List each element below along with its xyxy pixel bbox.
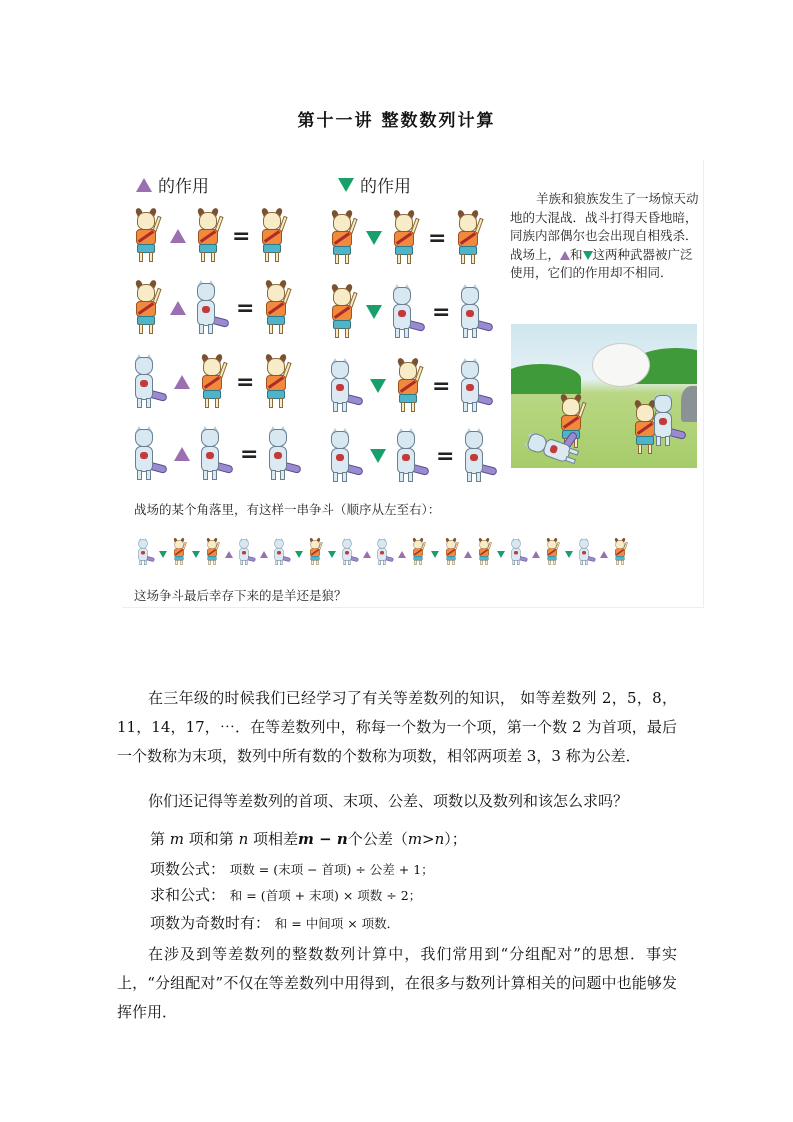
question-paragraph bbox=[117, 787, 677, 816]
up-triangle-icon bbox=[398, 551, 406, 558]
story-text bbox=[510, 190, 700, 283]
wolf-icon bbox=[509, 538, 528, 566]
equals-sign: = bbox=[432, 373, 451, 399]
goat-icon bbox=[476, 538, 493, 566]
wolf-icon bbox=[237, 538, 256, 566]
wolf-icon bbox=[326, 428, 364, 484]
down-rule-goat-goat bbox=[326, 206, 486, 270]
down-triangle-heading-text: 的作用 bbox=[360, 177, 411, 197]
goat-icon bbox=[130, 208, 164, 264]
wolf-icon bbox=[136, 538, 155, 566]
goat-icon bbox=[260, 354, 294, 410]
up-triangle-icon bbox=[225, 551, 233, 558]
down-rule-goat-wolf bbox=[326, 280, 494, 344]
equals-sign: = bbox=[240, 441, 259, 467]
paragraph-1: 在三年级的时候我们已经学习了有关等差数列的知识， 如等差数列 2，5，8，11，14，17，⋯．在等差数列中，称每一个数为一个项，第一个数 2 为首项，最后一个数称为末项，数列中所有数的个数称为项数，相邻两项差 3，3 称为公差． bbox=[117, 689, 677, 765]
count-formula bbox=[150, 858, 434, 879]
page-title: 第十一讲 整数数列计算 bbox=[297, 111, 496, 131]
wolf-icon bbox=[192, 280, 230, 336]
goat-icon bbox=[443, 538, 460, 566]
down-triangle-icon bbox=[328, 551, 336, 558]
var-n: n bbox=[238, 830, 249, 848]
down-triangle-icon bbox=[295, 551, 303, 558]
goat-icon bbox=[392, 358, 426, 414]
rule-text: 项相差 bbox=[248, 830, 299, 848]
down-triangle-icon bbox=[370, 449, 386, 463]
up-rule-goat-wolf bbox=[130, 276, 294, 340]
down-triangle-icon bbox=[565, 551, 573, 558]
intro-paragraph bbox=[117, 684, 677, 771]
goat-icon bbox=[388, 210, 422, 266]
up-triangle-icon bbox=[560, 251, 570, 260]
down-triangle-icon bbox=[366, 231, 382, 245]
wolf-icon bbox=[340, 538, 359, 566]
wolf-icon bbox=[649, 392, 687, 448]
wolf-icon bbox=[272, 538, 291, 566]
up-triangle-icon bbox=[174, 447, 190, 461]
formula-label: 求和公式： bbox=[150, 886, 226, 904]
goat-icon bbox=[326, 210, 360, 266]
goat-icon bbox=[260, 280, 294, 336]
goat-icon bbox=[192, 208, 226, 264]
illustration-panel bbox=[122, 160, 704, 608]
down-triangle-icon bbox=[583, 251, 593, 260]
story-line-1: 羊族和狼族发生了一场惊天动地的大混战．战斗打得天昏地暗，同族内部偶尔也会出现自相残杀．战场上， bbox=[510, 191, 699, 262]
goat-icon bbox=[410, 538, 427, 566]
formula-label: 项数公式： bbox=[150, 860, 226, 878]
up-triangle-icon bbox=[136, 178, 152, 192]
rule-condition: m>n bbox=[407, 830, 445, 848]
question-text: 这场争斗最后幸存下来的是羊还是狼？ bbox=[134, 588, 347, 603]
wolf-icon bbox=[577, 538, 596, 566]
formula-expr: 项数 = (末项 − 首项) ÷ 公差 + 1； bbox=[229, 862, 434, 877]
up-triangle-icon bbox=[464, 551, 472, 558]
formula-expr: 和 = (首项 + 末项) × 项数 ÷ 2； bbox=[229, 888, 422, 903]
up-triangle-heading bbox=[136, 172, 209, 197]
up-triangle-icon bbox=[600, 551, 608, 558]
wolf-icon bbox=[130, 354, 168, 410]
up-triangle-icon bbox=[532, 551, 540, 558]
up-rule-wolf-goat bbox=[130, 350, 294, 414]
odd-count-formula bbox=[150, 912, 399, 933]
wolf-icon bbox=[130, 426, 168, 482]
up-rule-goat-goat bbox=[130, 204, 290, 268]
equals-sign: = bbox=[436, 443, 455, 469]
wolf-icon bbox=[456, 284, 494, 340]
goat-icon bbox=[204, 538, 221, 566]
formula-label: 项数为奇数时有： bbox=[150, 914, 271, 932]
down-triangle-icon bbox=[370, 379, 386, 393]
up-triangle-icon bbox=[170, 229, 186, 243]
wolf-icon bbox=[264, 426, 302, 482]
pairing-paragraph bbox=[117, 940, 677, 1027]
equals-sign: = bbox=[432, 299, 451, 325]
equals-sign: = bbox=[428, 225, 447, 251]
equals-sign: = bbox=[236, 369, 255, 395]
goat-icon bbox=[130, 280, 164, 336]
wolf-icon bbox=[392, 428, 430, 484]
goat-icon bbox=[452, 210, 486, 266]
wolf-icon bbox=[196, 426, 234, 482]
paragraph-3: 在涉及到等差数列的整数数列计算中，我们常用到“分组配对”的思想．事实上，“分组配对”不仅在等差数列中用得到，在很多与数列计算相关的问题中也能够发挥作用． bbox=[117, 945, 677, 1021]
goat-icon bbox=[544, 538, 561, 566]
wolf-icon bbox=[456, 358, 494, 414]
up-triangle-icon bbox=[260, 551, 268, 558]
wolf-icon bbox=[460, 428, 498, 484]
rule-expr: m − n bbox=[298, 830, 348, 848]
up-triangle-heading-text: 的作用 bbox=[158, 177, 209, 197]
down-rule-wolf-goat bbox=[326, 354, 494, 418]
goat-icon bbox=[612, 538, 629, 566]
equals-sign: = bbox=[232, 223, 251, 249]
term-difference-rule bbox=[150, 828, 467, 849]
paragraph-2: 你们还记得等差数列的首项、末项、公差、项数以及数列和该怎么求吗？ bbox=[148, 792, 629, 810]
up-triangle-icon bbox=[170, 301, 186, 315]
story-line-2: 这两种武器被广泛使用，它们的作用却不相同． bbox=[510, 246, 693, 280]
fight-cloud bbox=[593, 344, 649, 386]
goat-icon bbox=[326, 284, 360, 340]
sum-formula bbox=[150, 884, 421, 905]
goat-icon bbox=[196, 354, 230, 410]
down-triangle-icon bbox=[431, 551, 439, 558]
down-triangle-icon bbox=[497, 551, 505, 558]
rule-text: 第 bbox=[150, 830, 170, 848]
battle-sequence bbox=[136, 536, 629, 566]
up-triangle-icon bbox=[174, 375, 190, 389]
goat-icon bbox=[307, 538, 324, 566]
wolf-icon bbox=[326, 358, 364, 414]
down-triangle-heading bbox=[338, 172, 411, 197]
goat-icon bbox=[256, 208, 290, 264]
battle-scene-image bbox=[511, 324, 697, 468]
wolf-icon bbox=[388, 284, 426, 340]
formula-expr: 和 = 中间项 × 项数． bbox=[274, 916, 400, 931]
corner-text: 战场的某个角落里，有这样一串争斗（顺序从左至右）： bbox=[134, 502, 441, 517]
down-triangle-icon bbox=[192, 551, 200, 558]
down-triangle-icon bbox=[338, 178, 354, 192]
rule-text: 个公差（ bbox=[347, 830, 408, 848]
up-triangle-icon bbox=[363, 551, 371, 558]
wolf-icon bbox=[375, 538, 394, 566]
rule-text: ）； bbox=[444, 830, 467, 848]
down-rule-wolf-wolf bbox=[326, 424, 498, 488]
rule-text: 项和第 bbox=[184, 830, 239, 848]
equals-sign: = bbox=[236, 295, 255, 321]
hill-shape bbox=[511, 364, 581, 394]
story-and: 和 bbox=[570, 246, 583, 262]
down-triangle-icon bbox=[159, 551, 167, 558]
goat-icon bbox=[171, 538, 188, 566]
up-rule-wolf-wolf bbox=[130, 422, 302, 486]
var-m: m bbox=[169, 830, 185, 848]
down-triangle-icon bbox=[366, 305, 382, 319]
